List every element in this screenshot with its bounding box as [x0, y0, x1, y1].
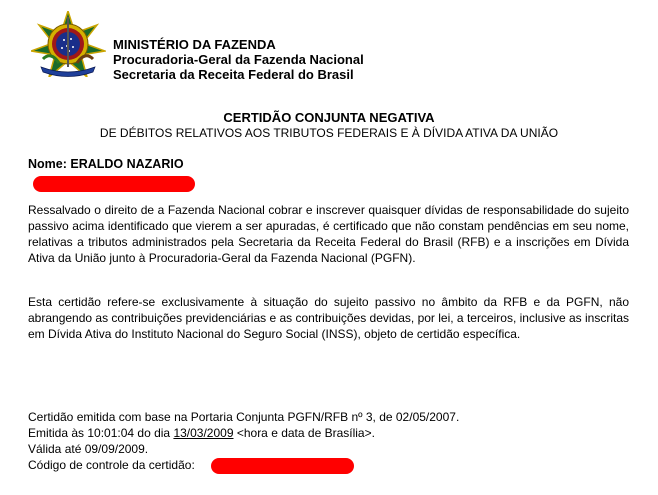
org-pgfn: Procuradoria-Geral da Fazenda Nacional — [113, 52, 364, 67]
redacted-control-code — [211, 458, 354, 474]
control-code-label: Código de controle da certidão: — [28, 458, 195, 472]
issuance-prefix: Emitida às 10:01:04 do dia — [28, 426, 174, 440]
brazil-coat-of-arms-icon — [31, 11, 106, 77]
certificate-subtitle: DE DÉBITOS RELATIVOS AOS TRIBUTOS FEDERAIS E À DÍVIDA ATIVA DA UNIÃO — [99, 126, 559, 140]
redacted-cpf-field — [33, 176, 195, 192]
scope-paragraph: Esta certidão refere-se exclusivamente à situação do sujeito passivo no âmbito da RFB e da PGFN, não abrangendo as contribuições previdenciárias e as contribuições devidas, por lei, a terceiros, inclusive as inscritas em Dívida Ativa do Instituto Nacional do Seguro Social (INSS), objeto de certidão específica. — [28, 295, 629, 341]
certification-paragraph: Ressalvado o direito de a Fazenda Nacional cobrar e inscrever quaisquer dívidas de responsabilidade do sujeito passivo acima identificado que vierem a ser apuradas, é certificado que não constam pendências em seu nome, relativas a tributos administrados pela Secretaria da Receita Federal do Brasil (RFB) e a inscrições em Dívida Ativa da União junto à Procuradoria-Geral da Fazenda Nacional (PGFN). — [28, 203, 629, 265]
issuing-organizations — [113, 37, 364, 82]
validity-date: Válida até 09/09/2009. — [28, 442, 149, 456]
taxpayer-name: Nome: ERALDO NAZARIO — [28, 157, 184, 171]
issuance-basis: Certidão emitida com base na Portaria Conjunta PGFN/RFB nº 3, de 02/05/2007. — [28, 410, 460, 424]
issuance-suffix: <hora e data de Brasília>. — [233, 426, 375, 440]
issuance-datetime — [28, 425, 459, 441]
issuance-date: 13/03/2009 — [173, 426, 234, 440]
certificate-title: CERTIDÃO CONJUNTA NEGATIVA — [223, 110, 435, 125]
org-ministry: MINISTÉRIO DA FAZENDA — [113, 37, 276, 52]
org-rfb: Secretaria da Receita Federal do Brasil — [113, 67, 354, 82]
